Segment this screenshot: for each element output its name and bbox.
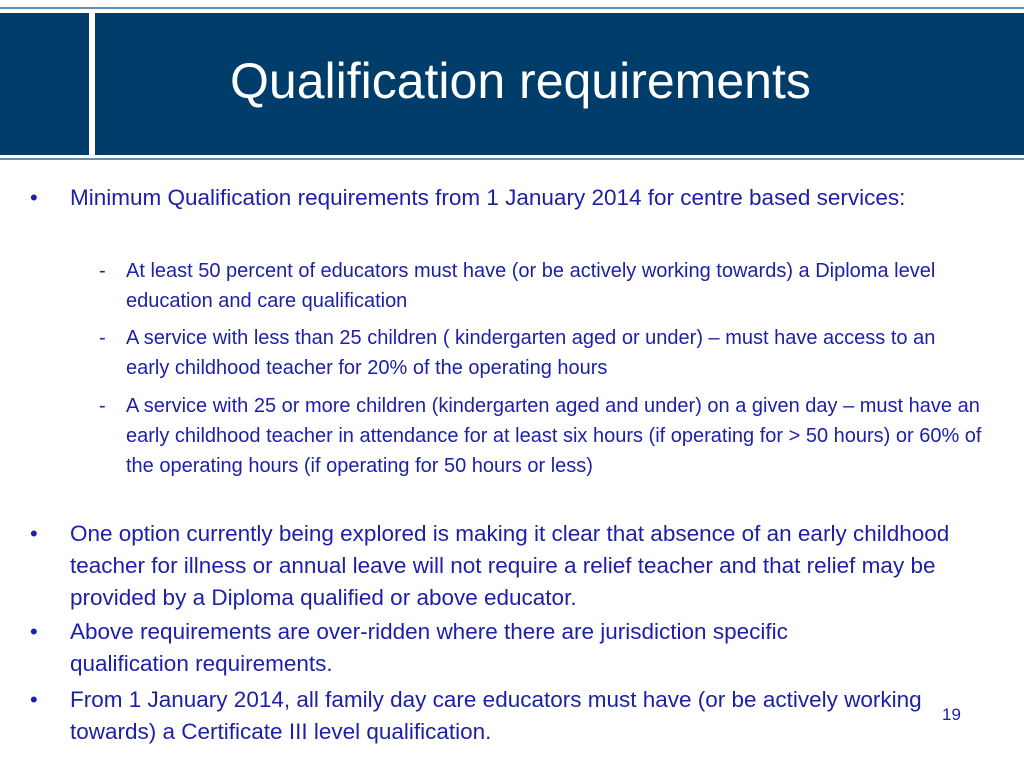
sub-bullet-marker: - — [99, 327, 106, 349]
sub-bullet-marker: - — [99, 260, 106, 282]
bullet-marker: • — [30, 521, 38, 546]
bullet-marker: • — [30, 687, 38, 712]
sub-bullet-text: At least 50 percent of educators must have (or be actively working towards) a Diploma level education and care qualification — [126, 260, 936, 312]
bullet-marker: • — [30, 619, 38, 644]
bullet-marker: • — [30, 185, 38, 210]
sub-bullet-text: A service with less than 25 children ( kindergarten aged or under) – must have access to an early childhood teacher for 20% of the operating hours — [126, 327, 936, 379]
bullet-text: Above requirements are over-ridden where there are jurisdiction specific qualification requirements. — [70, 619, 788, 676]
sub-bullet-text: A service with 25 or more children (kindergarten aged and under) on a given day – must have an early childhood teacher in attendance for at least six hours (if operating for > 50 hours) or 60% of the operating hours (if operating for 50 hours or less) — [126, 395, 982, 477]
slide-title: Qualification requirements — [230, 53, 811, 109]
page-number: 19 — [942, 705, 961, 724]
bullet-text: One option currently being explored is making it clear that absence of an early childhood teacher for illness or annual leave will not require a relief teacher and that relief may be provided by a Diploma qualified or above educator. — [70, 521, 950, 610]
bullet-text: Minimum Qualification requirements from 1 January 2014 for centre based services: — [70, 185, 906, 210]
sub-bullet-marker: - — [99, 395, 106, 417]
bullet-text: From 1 January 2014, all family day care educators must have (or be actively working towards) a Certificate III level qualification. — [70, 687, 922, 744]
